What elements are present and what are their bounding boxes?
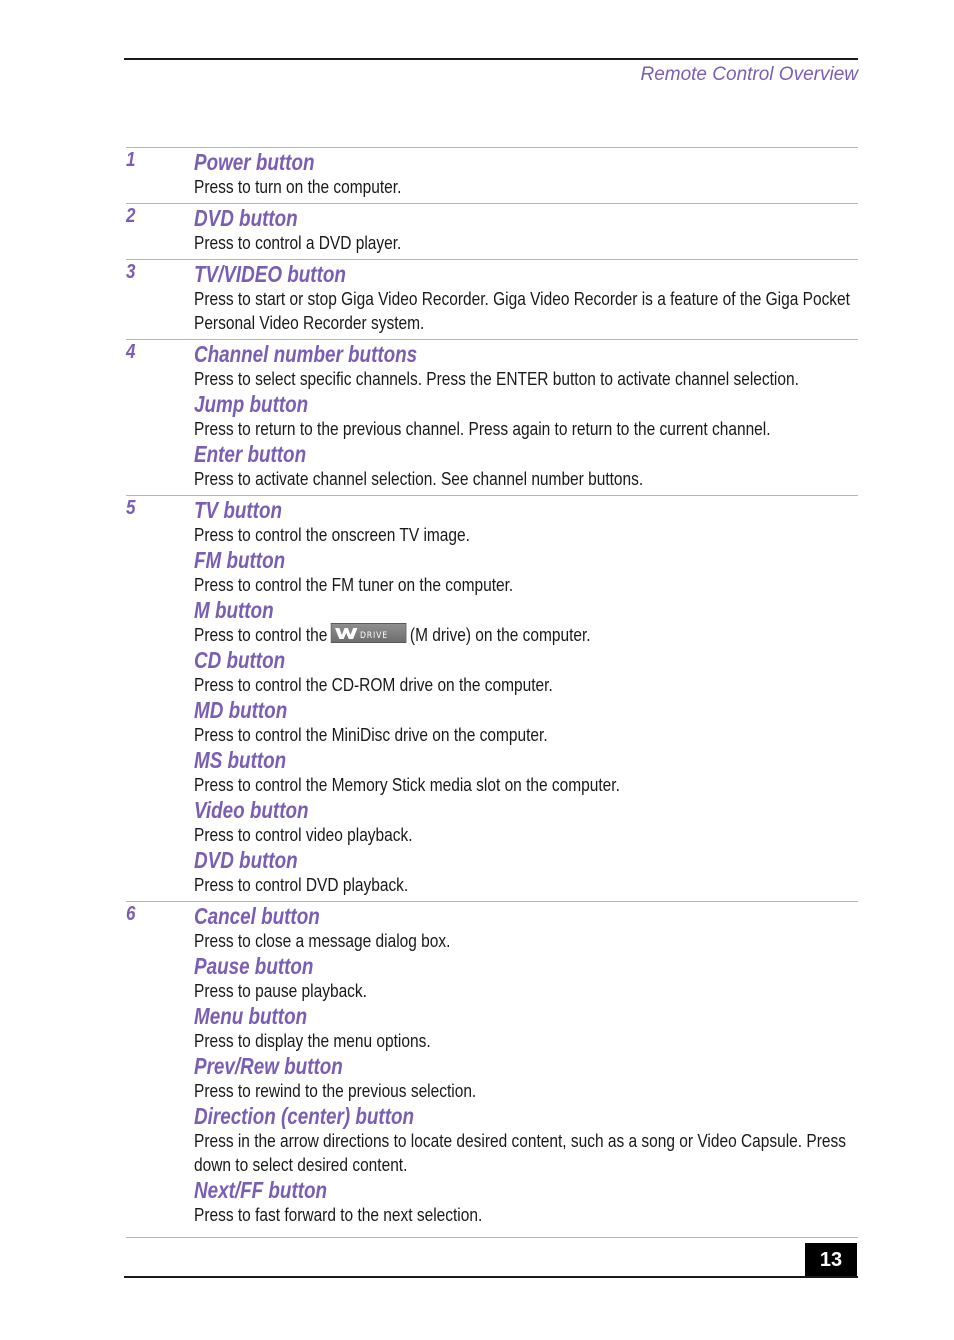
item-description: Press to select specific channels. Press the ENTER button to activate channel selection.	[194, 369, 799, 389]
item-description: Press to activate channel selection. See channel number buttons.	[194, 469, 644, 489]
list-item	[194, 597, 858, 647]
item-title: Direction (center) button	[194, 1103, 415, 1129]
list-item	[194, 205, 858, 255]
list-item	[194, 797, 858, 847]
list-item	[194, 1103, 858, 1177]
item-description: Press to return to the previous channel. Press again to return to the current channel.	[194, 419, 771, 439]
item-title: Channel number buttons	[194, 341, 418, 367]
item-title: Menu button	[194, 1003, 308, 1029]
table-row	[126, 496, 858, 902]
item-title: MS button	[194, 747, 287, 773]
list-item	[194, 341, 858, 391]
item-description: Press to control video playback.	[194, 825, 413, 845]
footer-rule	[124, 1276, 858, 1278]
item-description: Press to control the onscreen TV image.	[194, 525, 470, 545]
item-description: Press to rewind to the previous selection.	[194, 1081, 477, 1101]
item-description: Press to control the Memory Stick media slot on the computer.	[194, 775, 620, 795]
item-description-start: Press to control the	[194, 625, 328, 645]
item-title: M button	[194, 597, 274, 623]
item-title: FM button	[194, 547, 286, 573]
item-description: Press to display the menu options.	[194, 1031, 431, 1051]
item-description: Press to control the MiniDisc drive on the computer.	[194, 725, 548, 745]
list-item	[194, 1053, 858, 1103]
item-title: TV/VIDEO button	[194, 261, 346, 287]
table-row	[126, 260, 858, 340]
item-title: Pause button	[194, 953, 314, 979]
item-description: Press to fast forward to the next selection.	[194, 1205, 483, 1225]
table-row	[126, 340, 858, 496]
button-table	[126, 147, 858, 1231]
table-row	[126, 148, 858, 204]
item-description: Press to pause playback.	[194, 981, 367, 1001]
list-item	[194, 441, 858, 491]
row-number: 4	[126, 341, 136, 363]
row-number: 3	[126, 261, 136, 283]
list-item	[194, 547, 858, 597]
svg-text:DRIVE: DRIVE	[360, 629, 389, 641]
list-item	[194, 497, 858, 547]
item-description: Press to control a DVD player.	[194, 233, 402, 253]
item-description-end: (M drive) on the computer.	[409, 625, 591, 645]
item-title: Jump button	[194, 391, 309, 417]
list-item	[194, 697, 858, 747]
list-item	[194, 747, 858, 797]
list-item	[194, 647, 858, 697]
table-row	[126, 204, 858, 260]
item-title: DVD button	[194, 205, 298, 231]
row-number: 2	[126, 205, 136, 227]
list-item	[194, 149, 858, 199]
list-item	[194, 261, 858, 335]
item-title: Video button	[194, 797, 309, 823]
m-drive-logo-icon	[331, 623, 407, 643]
item-description: Press to control DVD playback.	[194, 875, 409, 895]
item-description: Press in the arrow directions to locate desired content, such as a song or Video Capsule. Press down to select desired content.	[194, 1131, 846, 1175]
row-number: 6	[126, 903, 136, 925]
item-description: Press to turn on the computer.	[194, 177, 402, 197]
item-description: Press to close a message dialog box.	[194, 931, 451, 951]
page-header-title: Remote Control Overview	[640, 64, 858, 85]
row-number: 1	[126, 149, 136, 171]
list-item	[194, 391, 858, 441]
item-description: Press to control the FM tuner on the computer.	[194, 575, 514, 595]
table-row	[126, 902, 858, 1231]
item-description: Press to start or stop Giga Video Recorder. Giga Video Recorder is a feature of the Giga Pocket Personal Video Recorder system.	[194, 289, 850, 333]
item-title: Power button	[194, 149, 315, 175]
list-item	[194, 903, 858, 953]
item-title: Next/FF button	[194, 1177, 328, 1203]
item-title: Cancel button	[194, 903, 320, 929]
item-title: TV button	[194, 497, 282, 523]
item-title: MD button	[194, 697, 288, 723]
list-item	[194, 953, 858, 1003]
header-rule	[124, 58, 858, 60]
table-bottom-rule	[126, 1237, 858, 1238]
item-title: DVD button	[194, 847, 298, 873]
item-description	[194, 623, 856, 647]
page-number: 13	[805, 1243, 857, 1277]
item-title: CD button	[194, 647, 286, 673]
item-title: Enter button	[194, 441, 307, 467]
item-title: Prev/Rew button	[194, 1053, 343, 1079]
list-item	[194, 1003, 858, 1053]
row-number: 5	[126, 497, 136, 519]
list-item	[194, 847, 858, 897]
list-item	[194, 1177, 858, 1227]
item-description: Press to control the CD-ROM drive on the computer.	[194, 675, 553, 695]
